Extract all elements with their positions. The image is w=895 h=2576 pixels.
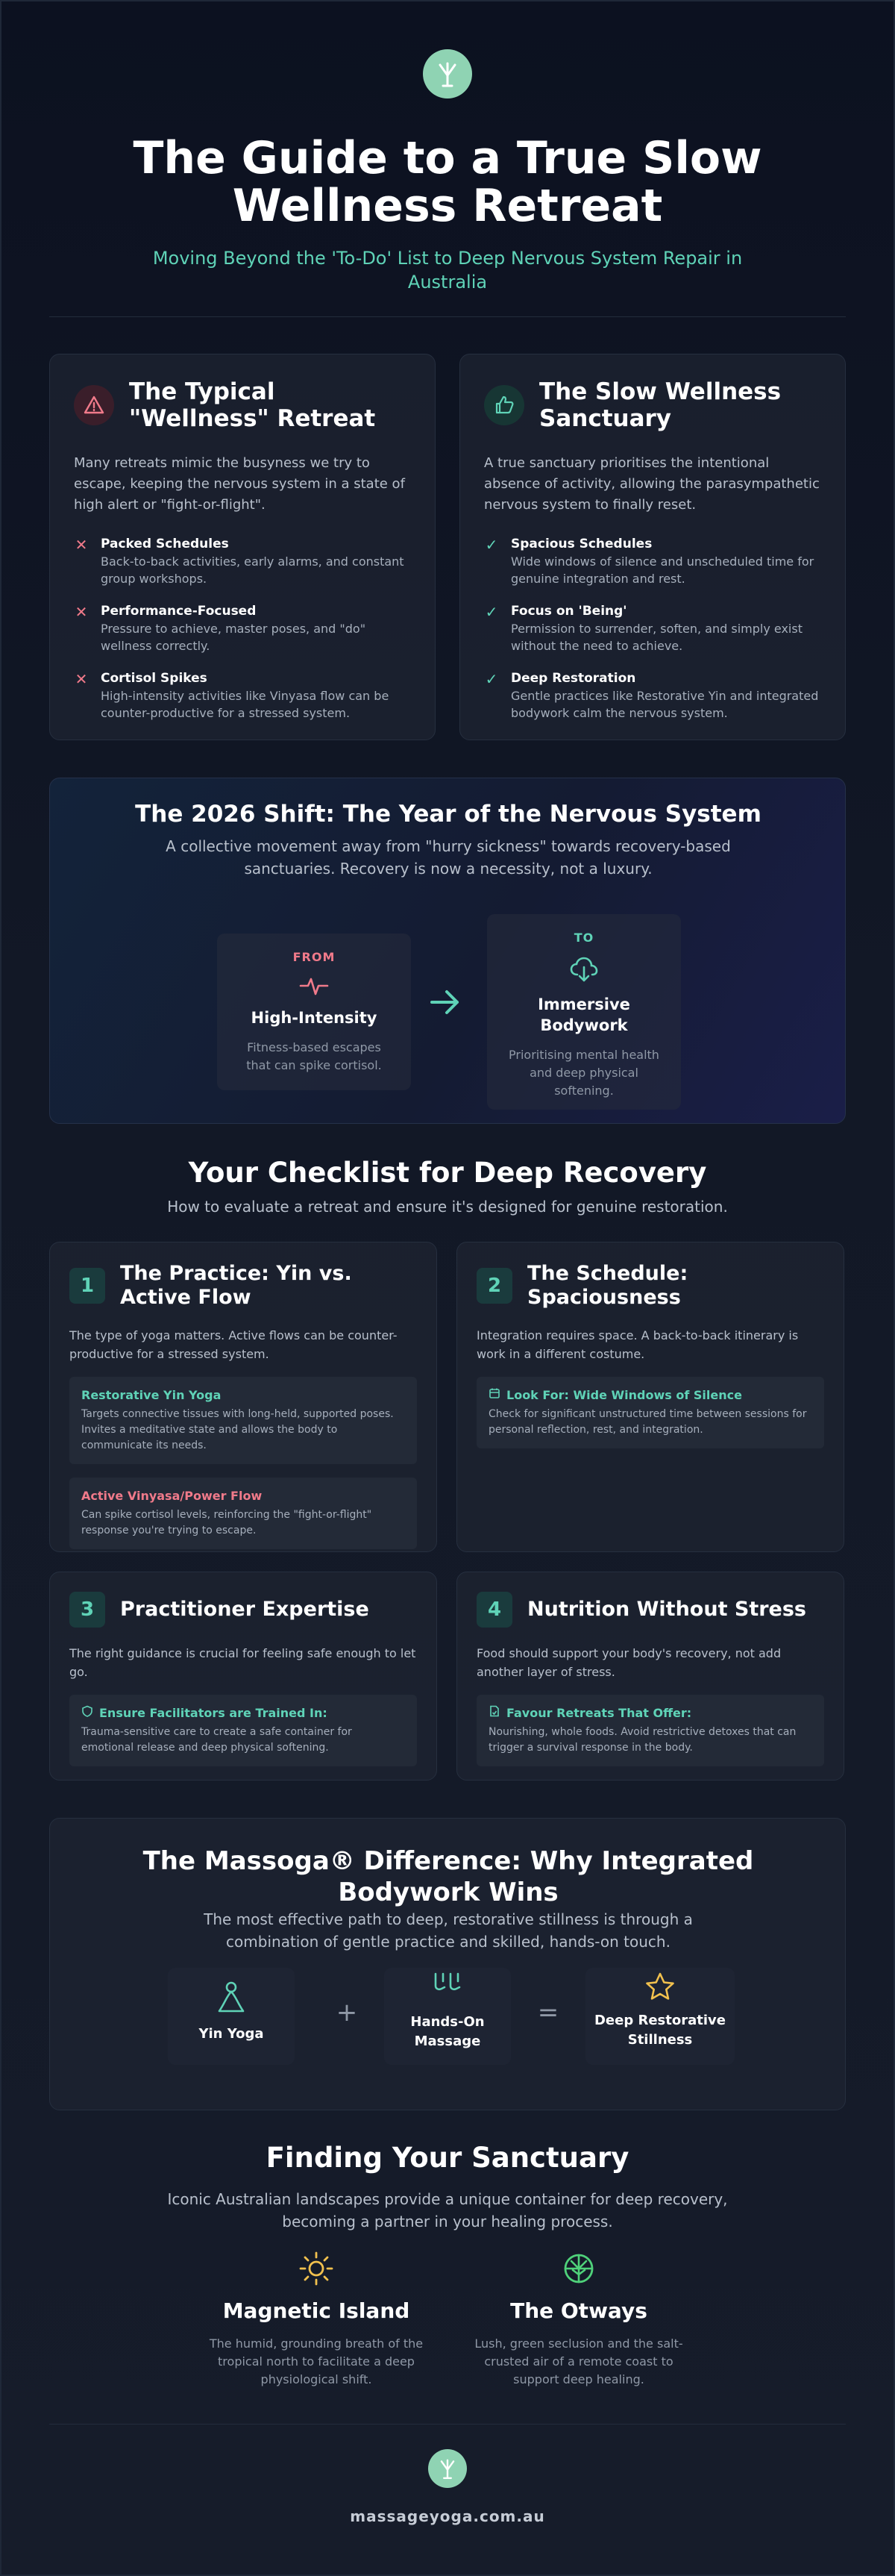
hands-on-massage-label: Hands-On Massage — [410, 2014, 485, 2049]
item-title: Spacious Schedules — [511, 537, 653, 551]
cross-icon: ✕ — [75, 670, 88, 688]
deep-stillness-label: Deep Restorative Stillness — [594, 2013, 726, 2048]
footer-url-link[interactable]: massageyoga.com.au — [350, 2507, 545, 2525]
item-desc: Pressure to achieve, master poses, and "do" wellness correctly. — [101, 622, 366, 653]
card-desc: Food should support your body's recovery, not add another layer of stress. — [477, 1646, 782, 1679]
place-name: Magnetic Island — [222, 2298, 410, 2323]
pulse-icon — [217, 975, 411, 1000]
box-desc: Nourishing, whole foods. Avoid restrictive detoxes that can trigger a survival response in the body. — [489, 1726, 797, 1754]
calendar-icon — [489, 1387, 500, 1404]
slow-sanctuary-title: The Slow Wellness Sanctuary — [539, 378, 782, 432]
yin-yoga-item — [168, 1968, 295, 2065]
logo-icon — [423, 49, 472, 99]
step-number: 1 — [69, 1268, 105, 1304]
typical-retreat-description: Many retreats mimic the busyness we try to escape, keeping the nervous system in a state of high alert or "fight-or-flight". — [74, 455, 405, 513]
plus-sign: + — [336, 1998, 358, 2028]
check-icon: ✓ — [485, 603, 498, 621]
warning-triangle-icon — [74, 385, 114, 425]
list-item — [484, 669, 821, 722]
checklist-card-expertise — [49, 1572, 437, 1781]
step-number: 2 — [477, 1268, 512, 1304]
card-title: Practitioner Expertise — [120, 1598, 369, 1621]
check-icon: ✓ — [485, 670, 498, 688]
place-magnetic-island — [197, 2251, 436, 2389]
card-desc: Integration requires space. A back-to-back itinerary is work in a different costume. — [477, 1328, 799, 1361]
cross-icon: ✕ — [75, 536, 88, 554]
slow-sanctuary-description: A true sanctuary prioritises the intentional absence of activity, allowing the parasympathetic nervous system to finally reset. — [484, 455, 820, 513]
checklist-card-schedule — [456, 1242, 844, 1552]
item-desc: Back-to-back activities, early alarms, and constant group workshops. — [101, 554, 404, 586]
divider — [49, 2424, 846, 2425]
typical-retreat-title: The Typical "Wellness" Retreat — [129, 378, 376, 432]
item-desc: Gentle practices like Restorative Yin and integrated bodywork calm the nervous system. — [511, 689, 819, 720]
yoga-pose-icon — [168, 1980, 295, 2019]
list-item — [74, 535, 411, 587]
hands-on-massage-item — [384, 1968, 511, 2065]
checklist-title: Your Checklist for Deep Recovery — [188, 1157, 707, 1189]
card-title: The Practice: Yin vs. Active Flow — [120, 1262, 352, 1309]
item-title: Performance-Focused — [101, 604, 257, 619]
list-item — [484, 602, 821, 654]
massoga-subtitle: The most effective path to deep, restorative stillness is through a combination of gentle practice and skilled, hands-on touch. — [204, 1910, 693, 1951]
to-desc: Prioritising mental health and deep physical softening. — [509, 1048, 659, 1098]
bad-desc: Can spike cortisol levels, reinforcing the "fight-or-flight" response you're trying to escape. — [81, 1509, 372, 1536]
card-title: Nutrition Without Stress — [527, 1598, 806, 1621]
arrow-right-icon — [429, 987, 462, 1020]
checklist-card-nutrition — [456, 1572, 844, 1781]
from-desc: Fitness-based escapes that can spike cortisol. — [246, 1040, 382, 1072]
favour-box — [477, 1695, 824, 1766]
place-desc: The humid, grounding breath of the tropical north to facilitate a deep physiological shift. — [209, 2336, 424, 2386]
checklist-subtitle: How to evaluate a retreat and ensure it's designed for genuine restoration. — [167, 1198, 728, 1216]
sanctuary-title: Finding Your Sanctuary — [266, 2142, 629, 2174]
globe-tree-icon — [459, 2251, 698, 2289]
cloud-download-icon — [487, 955, 681, 987]
trained-in-title — [81, 1705, 405, 1722]
document-icon — [489, 1705, 500, 1722]
check-icon: ✓ — [485, 536, 498, 554]
hands-icon — [384, 1969, 511, 2005]
item-desc: Permission to surrender, soften, and simply exist without the need to achieve. — [511, 622, 803, 653]
shift-subtitle: A collective movement away from "hurry sickness" towards recovery-based sanctuaries. Recovery is now a necessity, not a luxury. — [166, 837, 731, 878]
shift-from-box — [217, 934, 411, 1090]
from-label: FROM — [292, 950, 336, 964]
place-desc: Lush, green seclusion and the salt-crusted air of a remote coast to support deep healing. — [474, 2336, 683, 2386]
look-for-box — [477, 1377, 824, 1448]
massoga-title: The Massoga® Difference: Why Integrated Bodywork Wins — [142, 1846, 754, 1907]
yin-yoga-label: Yin Yoga — [198, 2026, 264, 2042]
step-number: 3 — [69, 1592, 105, 1628]
sun-icon — [197, 2251, 436, 2289]
page-title: The Guide to a True Slow Wellness Retreat — [133, 132, 762, 232]
item-desc: High-intensity activities like Vinyasa flow can be counter-productive for a stressed system. — [101, 689, 389, 720]
equals-sign: = — [537, 1998, 559, 2028]
item-title: Focus on 'Being' — [511, 604, 627, 619]
thumbs-up-icon — [484, 385, 524, 425]
box-desc: Check for significant unstructured time between sessions for personal reflection, rest, and integration. — [489, 1408, 807, 1436]
box-title-text: Look For: Wide Windows of Silence — [506, 1388, 742, 1402]
sanctuary-subtitle: Iconic Australian landscapes provide a unique container for deep recovery, becoming a partner in your healing process. — [167, 2190, 728, 2230]
item-desc: Wide windows of silence and unscheduled time for genuine integration and rest. — [511, 554, 814, 586]
card-title: The Schedule: Spaciousness — [527, 1262, 688, 1309]
step-number: 4 — [477, 1592, 512, 1628]
shift-to-box — [487, 914, 681, 1110]
shield-icon — [81, 1705, 93, 1722]
slow-sanctuary-card — [459, 354, 846, 740]
box-title-text: Ensure Facilitators are Trained In: — [99, 1706, 327, 1720]
divider — [49, 316, 846, 317]
card-desc: The type of yoga matters. Active flows can be counter-productive for a stressed system. — [69, 1328, 398, 1361]
deep-stillness-item — [585, 1968, 735, 2065]
box-desc: Trauma-sensitive care to create a safe container for emotional release and deep physical softening. — [81, 1726, 352, 1754]
from-name: High-Intensity — [251, 1009, 377, 1027]
item-title: Packed Schedules — [101, 537, 229, 551]
to-label: TO — [574, 931, 594, 945]
card-desc: The right guidance is crucial for feeling safe enough to let go. — [69, 1646, 416, 1679]
bad-practice-box — [69, 1478, 417, 1549]
place-the-otways — [459, 2251, 698, 2389]
footer-logo-icon — [428, 2449, 467, 2488]
typical-retreat-card — [49, 354, 436, 740]
shift-section — [49, 778, 846, 1124]
to-name: Immersive Bodywork — [538, 995, 630, 1034]
favour-title — [489, 1705, 812, 1722]
good-practice-box — [69, 1377, 417, 1464]
massoga-section — [49, 1818, 846, 2110]
good-desc: Targets connective tissues with long-held, supported poses. Invites a meditative state and allows the body to communicate its needs. — [81, 1408, 394, 1451]
bad-title: Active Vinyasa/Power Flow — [81, 1489, 263, 1503]
place-name: The Otways — [510, 2298, 647, 2323]
list-item — [74, 602, 411, 654]
cross-icon: ✕ — [75, 603, 88, 621]
page-subtitle: Moving Beyond the 'To-Do' List to Deep Nervous System Repair in Australia — [152, 248, 743, 293]
star-icon — [585, 1971, 735, 2007]
item-title: Cortisol Spikes — [101, 671, 207, 686]
list-item — [74, 669, 411, 722]
look-for-title — [489, 1387, 812, 1404]
shift-title: The 2026 Shift: The Year of the Nervous System — [135, 801, 761, 828]
trained-in-box — [69, 1695, 417, 1766]
box-title-text: Favour Retreats That Offer: — [506, 1706, 692, 1720]
item-title: Deep Restoration — [511, 671, 636, 686]
list-item — [484, 535, 821, 587]
checklist-card-practice — [49, 1242, 437, 1552]
good-title: Restorative Yin Yoga — [81, 1388, 222, 1402]
